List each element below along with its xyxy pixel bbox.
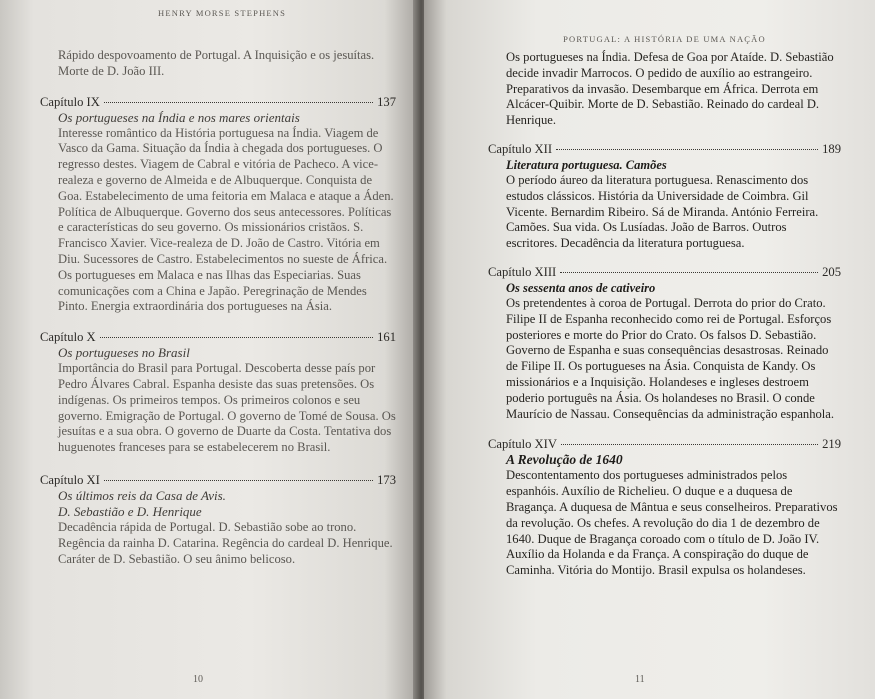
right-page [424, 0, 875, 699]
chapter-title: Os últimos reis da Casa de Avis. [58, 487, 226, 503]
chapter-title: A Revolução de 1640 [506, 452, 623, 468]
running-head-left: HENRY MORSE STEPHENS [158, 8, 287, 18]
chapter-description: O período áureo da literatura portuguesa. Renascimento dos estudos clássicos. História da Universidade de Coimbra. Gil Vicente. Bernardim Ribeiro. Sá de Miranda. António Ferreira. Camões. Sua vida. Os Lusíadas. João de Barros. Outros escritores. Decadência da literatura portuguesa. [506, 172, 819, 251]
running-head-right: PORTUGAL: A HISTÓRIA DE UMA NAÇÃO [563, 34, 766, 44]
chapter-heading [40, 329, 396, 345]
chapter-title: Os sessenta anos de cativeiro [506, 280, 656, 295]
dot-leader [104, 480, 373, 481]
chapter-description: Importância do Brasil para Portugal. Descoberta desse país por Pedro Álvares Cabral. Espanha desiste das suas pretensões. Os indígenas. Os primeiros tempos. Os primeiros colonos e seu governo. Emigração de Portugal. O governo de Tomé de Sousa. Os jesuítas e a sua obra. O governo de Duarte da Costa. Tentativa dos huguenotes franceses para se estabelecerem no Brasil. [58, 361, 396, 455]
chapter-description: Interesse romântico da História portuguesa na Índia. Viagem de Vasco da Gama. Situação da Índia à chegada dos portugueses. O regresso destes. Viagem de Cabral e vitória de Pacheco. A vice-realeza e governo de Almeida e de Albuquerque. Conquista de Goa. Estabelecimento de uma feitoria em Malaca e ataque a Áden. Política de Albuquerque. Governo dos seus antecessores. Políticas e características do seu governo. Os missionários cristãos. S. Francisco Xavier. Vice-realeza de D. João de Castro. Vitória em Diu. Sucessores de Castro. Estabelecimentos no sueste de África. Os portugueses em Malaca e nas Ilhas das Especiarias. Suas comunicações com a China e Japão. Peregrinação de Mendes Pinto. Energia extraordinária dos portugueses na Ásia. [58, 125, 394, 314]
chapter-description: Descontentamento dos portugueses administrados pelos espanhóis. Auxílio de Richelieu. O duque e a duquesa de Bragança. A duquesa de Mântua e seus conselheiros. Preparativos da revolução. Os chefes. A revolução do dia 1 de dezembro de 1640. Duque de Bragança coroado com o título de D. João IV. Auxílio da Holanda e da França. A conspiração do duque de Caminha. Vitória do Montijo. Brasil expulsa os holandeses. [506, 468, 838, 578]
dot-leader [560, 272, 818, 273]
chapter-heading [488, 436, 841, 452]
dot-leader [556, 149, 818, 150]
chapter-heading [488, 141, 841, 157]
chapter-heading [488, 264, 841, 280]
chapter-page-number: 205 [822, 264, 841, 279]
dot-leader [104, 102, 373, 103]
intro-text-left: Rápido despovoamento de Portugal. A Inquisição e os jesuítas. Morte de D. João III. [58, 48, 375, 78]
chapter-page-number: 189 [822, 141, 841, 156]
chapter-label: Capítulo XI [40, 472, 100, 487]
page-number-right: 11 [635, 674, 645, 685]
chapter-label: Capítulo X [40, 330, 96, 345]
chapter-title: Os portugueses no Brasil [58, 345, 190, 361]
chapter-title: Os portugueses na Índia e nos mares orientais [58, 109, 300, 125]
page-number-left: 10 [193, 674, 203, 685]
intro-text-right: Os portugueses na Índia. Defesa de Goa por Ataíde. D. Sebastião decide invadir Marrocos. O pedido de auxílio ao estrangeiro. Preparativos da invasão. Desembarque em África. Derrota em Alcácer-Quibir. Morte de D. Sebastião. Reinado do cardeal D. Henrique. [506, 50, 834, 128]
chapter-label: Capítulo XIV [488, 437, 557, 452]
chapter-description: Os pretendentes à coroa de Portugal. Derrota do prior do Crato. Filipe II de Espanha reconhecido como rei de Portugal. Esforços posteriores e morte do Prior do Crato. Os falsos D. Sebastião. Governo de Espanha e suas consequências desastrosas. Reinado de Filipe II. Os portugueses na Ásia. Conquista de Kandy. Os missionários e a Inquisição. Holandeses e ingleses destroem poderio português na Ásia. Os holandeses no Brasil. O conde Maurício de Nassau. Consequências da administração espanhola. [506, 295, 835, 421]
dot-leader [100, 337, 373, 338]
chapter-page-number: 161 [377, 330, 396, 345]
chapter-label: Capítulo IX [40, 94, 100, 109]
chapter-x [40, 329, 396, 456]
chapter-heading [40, 94, 396, 110]
chapter-page-number: 219 [822, 437, 841, 452]
chapter-page-number: 137 [377, 94, 396, 109]
chapter-xiv [488, 436, 841, 579]
chapter-description: Decadência rápida de Portugal. D. Sebastião sobe ao trono. Regência da rainha D. Catarina. Regência do cardeal D. Henrique. Caráter de D. Sebastião. O seu ânimo belicoso. [58, 519, 393, 566]
chapter-heading [40, 472, 396, 488]
chapter-ix [40, 94, 396, 316]
dot-leader [561, 444, 818, 445]
chapter-xi [40, 472, 396, 567]
chapter-xiii [488, 264, 841, 422]
chapter-page-number: 173 [377, 472, 396, 487]
left-page [0, 0, 418, 699]
chapter-xii [488, 141, 841, 252]
chapter-title-line-2: D. Sebastião e D. Henrique [58, 503, 202, 519]
chapter-title: Literatura portuguesa. Camões [506, 157, 667, 172]
chapter-label: Capítulo XIII [488, 264, 557, 279]
chapter-label: Capítulo XII [488, 141, 553, 156]
